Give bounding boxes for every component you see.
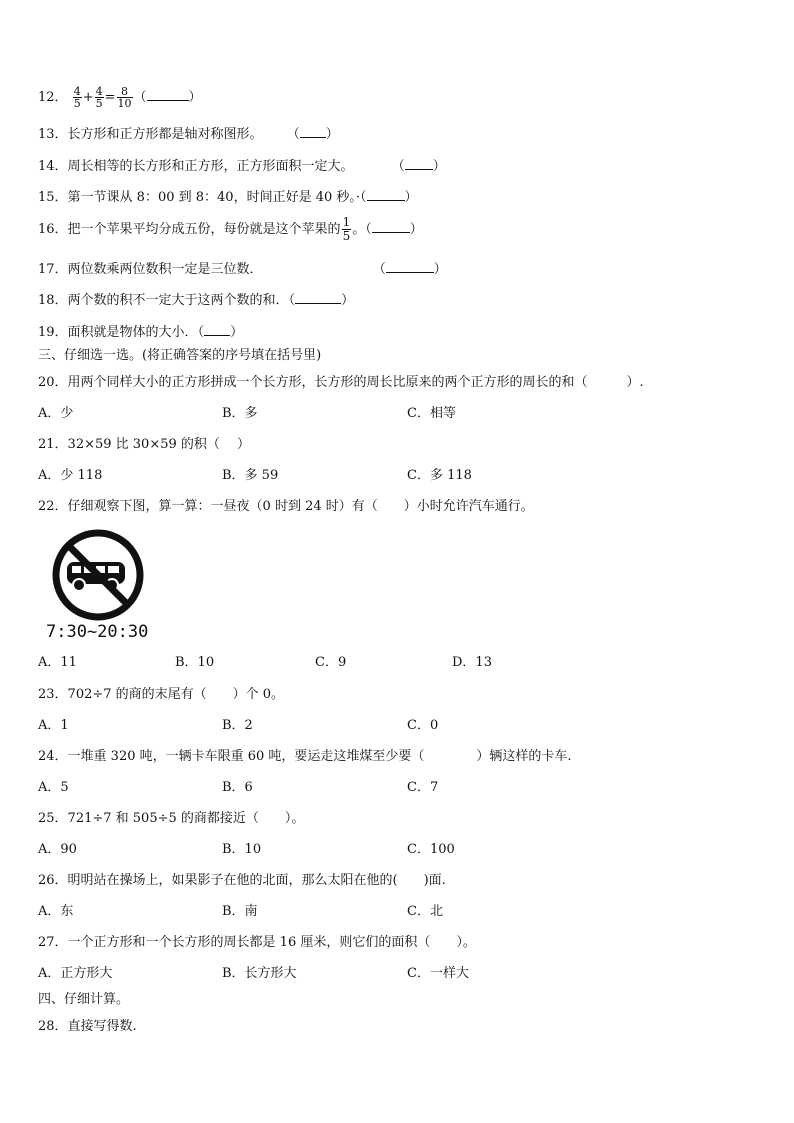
- option-b[interactable]: B．多 59: [222, 468, 279, 483]
- fraction: $\frac{8}{10}$: [117, 85, 132, 110]
- option-d[interactable]: D．13: [452, 655, 492, 670]
- option-b[interactable]: B．多: [222, 406, 258, 421]
- question-text: 第一节课从 8：00 到 8：40，时间正好是 40 秒。·: [67, 190, 361, 205]
- question-25: 25．721÷7 和 505÷5 的商都接近（ ）。: [38, 811, 305, 826]
- question-text: 面积就是物体的大小．: [67, 325, 198, 340]
- option-c[interactable]: C．一样大: [407, 966, 469, 981]
- option-c[interactable]: C．9: [315, 655, 347, 670]
- question-14: 14．周长相等的长方形和正方形，正方形面积一定大。 （ ）: [38, 156, 446, 176]
- option-a[interactable]: A．东: [38, 904, 74, 919]
- question-text: 周长相等的长方形和正方形，正方形面积一定大。: [67, 159, 354, 174]
- section-heading: 三、仔细选一选。(将正确答案的序号填在括号里): [38, 348, 322, 363]
- question-text: 两个数的积不一定大于这两个数的和．: [67, 293, 289, 308]
- option-b[interactable]: B．南: [222, 904, 258, 919]
- option-c[interactable]: C．多 118: [407, 468, 472, 483]
- question-15: 15．第一节课从 8：00 到 8：40，时间正好是 40 秒。·（ ）: [38, 187, 418, 207]
- question-18: 18．两个数的积不一定大于这两个数的和．（ ）: [38, 290, 354, 310]
- question-24: 24．一堆重 320 吨，一辆卡车限重 60 吨，要运走这堆煤至少要（ ）辆这样的卡车.: [38, 749, 572, 764]
- fraction: $\frac{1}{5}$: [342, 215, 351, 243]
- option-b[interactable]: B．10: [222, 842, 262, 857]
- question-26: 26．明明站在操场上，如果影子在他的北面，那么太阳在他的( )面.: [38, 873, 446, 888]
- question-12: 12． $\frac{4}{5}$ + $\frac{4}{5}$ = $\frac{8}{10}$ （ ）: [38, 85, 202, 110]
- question-21: 21．32×59 比 30×59 的积（ ）: [38, 437, 251, 452]
- option-b[interactable]: B．2: [222, 718, 253, 733]
- answer-blank[interactable]: [386, 259, 434, 273]
- option-c[interactable]: C．0: [407, 718, 439, 733]
- fraction: $\frac{4}{5}$: [95, 85, 103, 110]
- question-number: 12．: [38, 90, 68, 105]
- question-text: 两位数乘两位数积一定是三位数．: [67, 262, 263, 277]
- question-20: 20．用两个同样大小的正方形拼成一个长方形，长方形的周长比原来的两个正方形的周长的和（ ）.: [38, 375, 644, 390]
- question-22: 22．仔细观察下图，算一算：一昼夜（0 时到 24 时）有（ ）小时允许汽车通行。: [38, 499, 534, 514]
- answer-blank[interactable]: [405, 156, 433, 170]
- option-b[interactable]: B．长方形大: [222, 966, 297, 981]
- option-b[interactable]: B．6: [222, 780, 253, 795]
- answer-blank[interactable]: [372, 219, 410, 233]
- answer-blank[interactable]: [147, 87, 189, 101]
- section-heading: 四、仔细计算。: [38, 992, 130, 1007]
- answer-blank[interactable]: [295, 290, 341, 304]
- option-c[interactable]: C．相等: [407, 406, 456, 421]
- question-text: 长方形和正方形都是轴对称图形。: [67, 127, 263, 142]
- fraction: $\frac{4}{5}$: [73, 85, 81, 110]
- question-13: 13．长方形和正方形都是轴对称图形。 （ ）: [38, 124, 339, 144]
- question-19: 19．面积就是物体的大小．（ ）: [38, 322, 243, 342]
- sign-time-label: 7:30~20:30: [46, 622, 149, 642]
- option-c[interactable]: C．北: [407, 904, 443, 919]
- answer-blank[interactable]: [204, 322, 230, 336]
- option-a[interactable]: A．1: [38, 718, 69, 733]
- option-a[interactable]: A．5: [38, 780, 69, 795]
- option-c[interactable]: C．100: [407, 842, 455, 857]
- question-17: 17．两位数乘两位数积一定是三位数． （ ）: [38, 259, 447, 279]
- option-a[interactable]: A．90: [38, 842, 77, 857]
- answer-blank[interactable]: [367, 187, 405, 201]
- option-a[interactable]: A．少 118: [38, 468, 103, 483]
- question-23: 23．702÷7 的商的末尾有（ ）个 0。: [38, 687, 285, 702]
- question-28: 28．直接写得数.: [38, 1019, 137, 1034]
- question-16: 16．把一个苹果平均分成五份，每份就是这个苹果的 $\frac{1}{5}$ 。（ ）: [38, 215, 423, 243]
- no-bus-sign-icon: [50, 527, 146, 623]
- option-a[interactable]: A．正方形大: [38, 966, 113, 981]
- question-27: 27．一个正方形和一个长方形的周长都是 16 厘米，则它们的面积（ ）。: [38, 935, 476, 950]
- question-text: 把一个苹果平均分成五份，每份就是这个苹果的: [67, 222, 341, 237]
- option-a[interactable]: A．11: [38, 655, 77, 670]
- option-c[interactable]: C．7: [407, 780, 439, 795]
- option-a[interactable]: A．少: [38, 406, 74, 421]
- option-b[interactable]: B．10: [175, 655, 215, 670]
- answer-blank[interactable]: [300, 124, 326, 138]
